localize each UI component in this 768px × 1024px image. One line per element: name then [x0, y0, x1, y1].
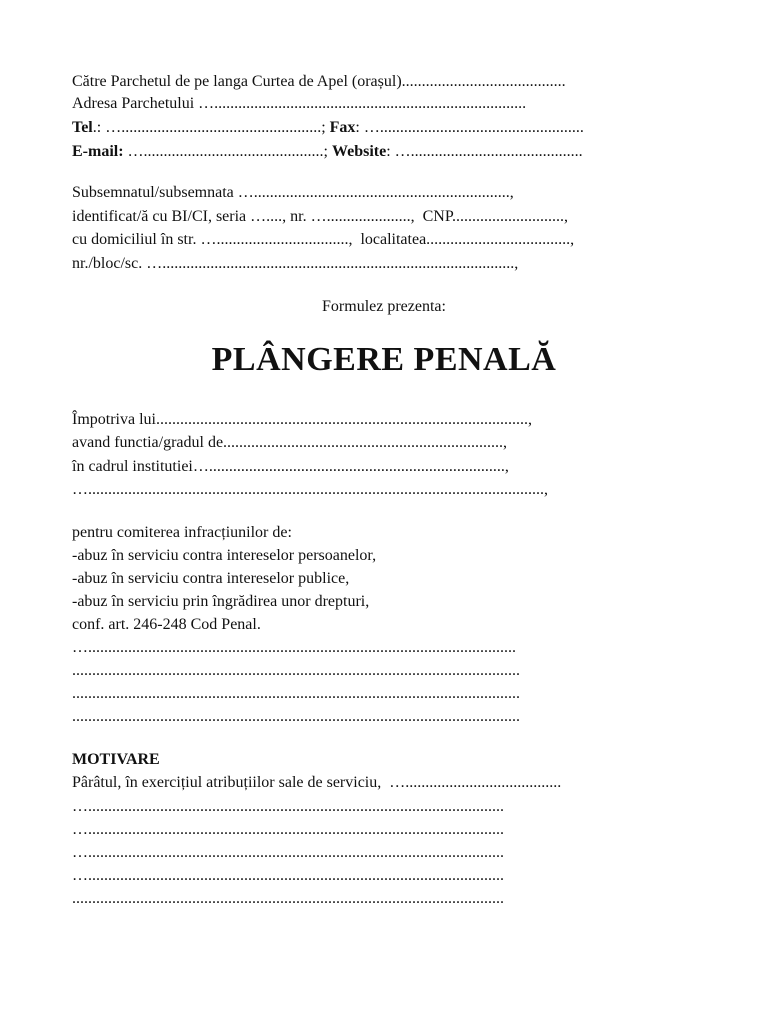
fax-value: : …................................................... [355, 119, 584, 136]
contact-phone-fax-line [72, 118, 584, 138]
website-label: Website [332, 143, 387, 160]
complainant-id-line: identificat/ă cu BI/CI, seria …...., nr. …....................., CNP............................, [72, 208, 568, 225]
intro-text: Formulez prezenta: [322, 298, 446, 315]
fill-line: …........................................................................................................ [72, 798, 504, 815]
fax-label: Fax [329, 119, 356, 136]
contact-email-website-line [72, 142, 583, 162]
accused-position-line: avand functia/gradul de......................................................................, [72, 434, 508, 451]
motivation-heading: MOTIVARE [72, 751, 160, 768]
offense-item: -abuz în serviciu contra intereselor persoanelor, [72, 547, 377, 564]
fill-line: …........................................................................................................ [72, 867, 504, 884]
email-label: E-mail: [72, 143, 124, 160]
tel-value: .: …..................................................; [92, 119, 330, 136]
recipient-line: Către Parchetul de pe langa Curtea de Apel (orașul)......................................... [72, 73, 566, 90]
fill-line: ................................................................................................................ [72, 685, 520, 702]
legal-reference: conf. art. 246-248 Cod Penal. [72, 616, 261, 633]
motivation-first-line: Pârâtul, în exercițiul atribuțiilor sale de serviciu, …....................................... [72, 774, 562, 791]
complainant-address-detail-line: nr./bloc/sc. …........................................................................................, [72, 255, 519, 272]
fill-line: …........................................................................................................ [72, 821, 504, 838]
offenses-intro: pentru comiterea infracțiunilor de: [72, 524, 292, 541]
email-value: ….............................................; [123, 143, 332, 160]
offense-item: -abuz în serviciu prin îngrădirea unor drepturi, [72, 593, 370, 610]
accused-extra-line: ….................................................................................................................., [72, 481, 548, 498]
website-value: : …........................................... [386, 143, 583, 160]
fill-line: …........................................................................................................... [72, 639, 516, 656]
complainant-name-line: Subsemnatul/subsemnata …................................................................, [72, 184, 514, 201]
fill-line: ................................................................................................................ [72, 708, 520, 725]
complainant-address-line: cu domiciliul în str. …................................., localitatea...................................., [72, 231, 575, 248]
fill-line: ................................................................................................................ [72, 662, 520, 679]
fill-line: ............................................................................................................ [72, 890, 504, 907]
offense-item: -abuz în serviciu contra intereselor publice, [72, 570, 350, 587]
document-title: PLÂNGERE PENALĂ [211, 341, 557, 378]
fill-line: …........................................................................................................ [72, 844, 504, 861]
prosecutor-address-line: Adresa Parchetului ….............................................................................. [72, 95, 527, 112]
tel-label: Tel [72, 119, 93, 136]
accused-name-line: Împotriva lui............................................................................................., [72, 411, 532, 428]
accused-institution-line: în cadrul institutiei….........................................................................., [72, 458, 509, 475]
